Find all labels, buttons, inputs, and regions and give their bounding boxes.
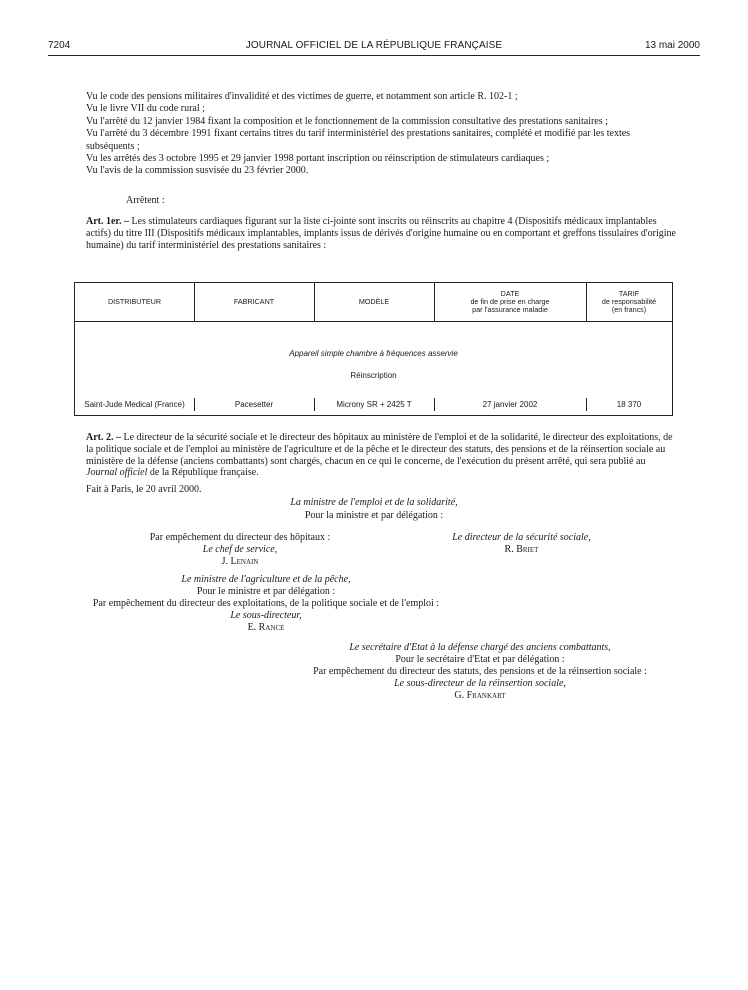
article-2-text: Le directeur de la sécurité sociale et le directeur des hôpitaux au ministère de l'emploi et de la solidarité, le directeur des exploitations, de la politique sociale et de l'emploi au ministère de l'agriculture et de la pêche et le directeur des statuts, des pensions et de la réinsertion sociale au ministère de la défense (anciens combattants) sont chargés, chacun en ce qui le concerne, de l'exécution du présent arrêté, qui sera publié au <box>86 432 673 467</box>
visa-line: Vu les arrêtés des 3 octobre 1995 et 29 janvier 1998 portant inscription ou réinscription de stimulateurs cardiaques ; <box>86 153 550 165</box>
visa-line: Vu le code des pensions militaires d'invalidité et des victimes de guerre, et notamment son article R. 102-1 ; <box>86 91 518 102</box>
agri-role: Le sous-directeur, <box>230 610 302 621</box>
agri-delegation: Pour le ministre et par délégation : <box>196 586 336 597</box>
agri-minister-title: Le ministre de l'agriculture et de la pêche, <box>181 574 351 585</box>
agri-name: E. Rance <box>247 622 285 633</box>
defense-empechement: Par empêchement du directeur des statuts, des pensions et de la réinsertion sociale : <box>313 666 647 677</box>
page-header <box>48 40 700 56</box>
article-1 <box>86 216 676 251</box>
issue-date: 13 mai 2000 <box>644 40 700 51</box>
hopitaux-empechement: Par empêchement du directeur des hôpitaux : <box>149 532 331 543</box>
header-date <box>434 283 586 321</box>
article-1-label: Art. 1er. – <box>86 216 129 227</box>
cell-fabricant: Pacesetter <box>234 400 274 409</box>
visa-line: Vu le livre VII du code rural ; <box>86 103 205 115</box>
cell-distributeur: Saint-Jude Medical (France) <box>84 400 185 409</box>
secu-role: Le directeur de la sécurité sociale, <box>452 532 591 543</box>
emploi-delegation: Pour la ministre et par délégation : <box>304 510 444 521</box>
arretent-heading: Arrêtent : <box>126 195 165 206</box>
journal-officiel-ref: Journal officiel <box>86 467 148 479</box>
emploi-minister-title: La ministre de l'emploi et de la solidarité, <box>290 497 458 508</box>
header-tarif-line3: (en francs) <box>611 305 647 315</box>
header-distributeur: DISTRIBUTEUR <box>107 296 162 306</box>
secu-name: R. Briet <box>504 544 539 555</box>
header-date-line2: de fin de prise en charge <box>470 296 550 306</box>
cell-modele: Microny SR + 2425 T <box>336 400 412 409</box>
visa-line: Vu l'arrêté du 3 décembre 1991 fixant certains titres du tarif interministériel des prestations sanitaires, complété et modifié par les textes subséquents ; <box>86 128 631 152</box>
page-number: 7204 <box>48 40 71 51</box>
visa-line: Vu l'arrêté du 12 janvier 1984 fixant la composition et le fonctionnement de la commission consultative des prestations sanitaires ; <box>86 115 608 127</box>
article-1-text: Les stimulateurs cardiaques figurant sur la liste ci-jointe sont inscrits ou réinscrits au chapitre 4 (Dispositifs médicaux implantables actifs) du titre III (Dispositifs médicaux implantables, implants issus de dérivés d'origine humaine ou en comportant et greffons tissulaires d'origine humaine) du tarif interministériel des prestations sanitaires : <box>86 216 676 251</box>
defense-name: G. Frankart <box>454 690 506 701</box>
visas-block <box>86 91 676 178</box>
table-action: Réinscription <box>350 371 397 380</box>
defense-role: Le sous-directeur de la réinsertion sociale, <box>394 678 566 689</box>
cell-date: 27 janvier 2002 <box>482 400 538 409</box>
article-2-label: Art. 2. – <box>86 432 121 443</box>
header-tarif <box>586 283 672 321</box>
header-tarif-line2: de responsabilité <box>601 296 657 306</box>
hopitaux-role: Le chef de service, <box>202 544 278 555</box>
journal-title: JOURNAL OFFICIEL DE LA RÉPUBLIQUE FRANÇAISE <box>245 40 503 51</box>
header-fabricant: FABRICANT <box>233 296 275 306</box>
table-header-row <box>75 283 672 322</box>
header-date-line1: DATE <box>500 288 520 298</box>
defense-title: Le secrétaire d'Etat à la défense chargé des anciens combattants, <box>349 642 611 653</box>
table-category: Appareil simple chambre à fréquences asservie <box>289 349 458 358</box>
header-tarif-line1: TARIF <box>618 288 640 298</box>
header-rule <box>48 55 700 56</box>
header-date-line3: par l'assurance maladie <box>472 305 548 315</box>
article-2-text-end: de la République française. <box>147 467 259 479</box>
stimulator-table <box>74 282 673 416</box>
agri-empechement: Par empêchement du directeur des exploitations, de la politique sociale et de l'emploi : <box>92 598 440 609</box>
cell-tarif: 18 370 <box>616 400 642 409</box>
header-modele: MODÈLE <box>358 296 390 306</box>
fait-a-paris: Fait à Paris, le 20 avril 2000. <box>86 484 202 495</box>
visa-line: Vu l'avis de la commission susvisée du 23 février 2000. <box>86 165 309 177</box>
article-2 <box>86 432 676 479</box>
hopitaux-name: J. Lenain <box>221 556 259 567</box>
defense-delegation: Pour le secrétaire d'Etat et par délégation : <box>395 654 565 665</box>
